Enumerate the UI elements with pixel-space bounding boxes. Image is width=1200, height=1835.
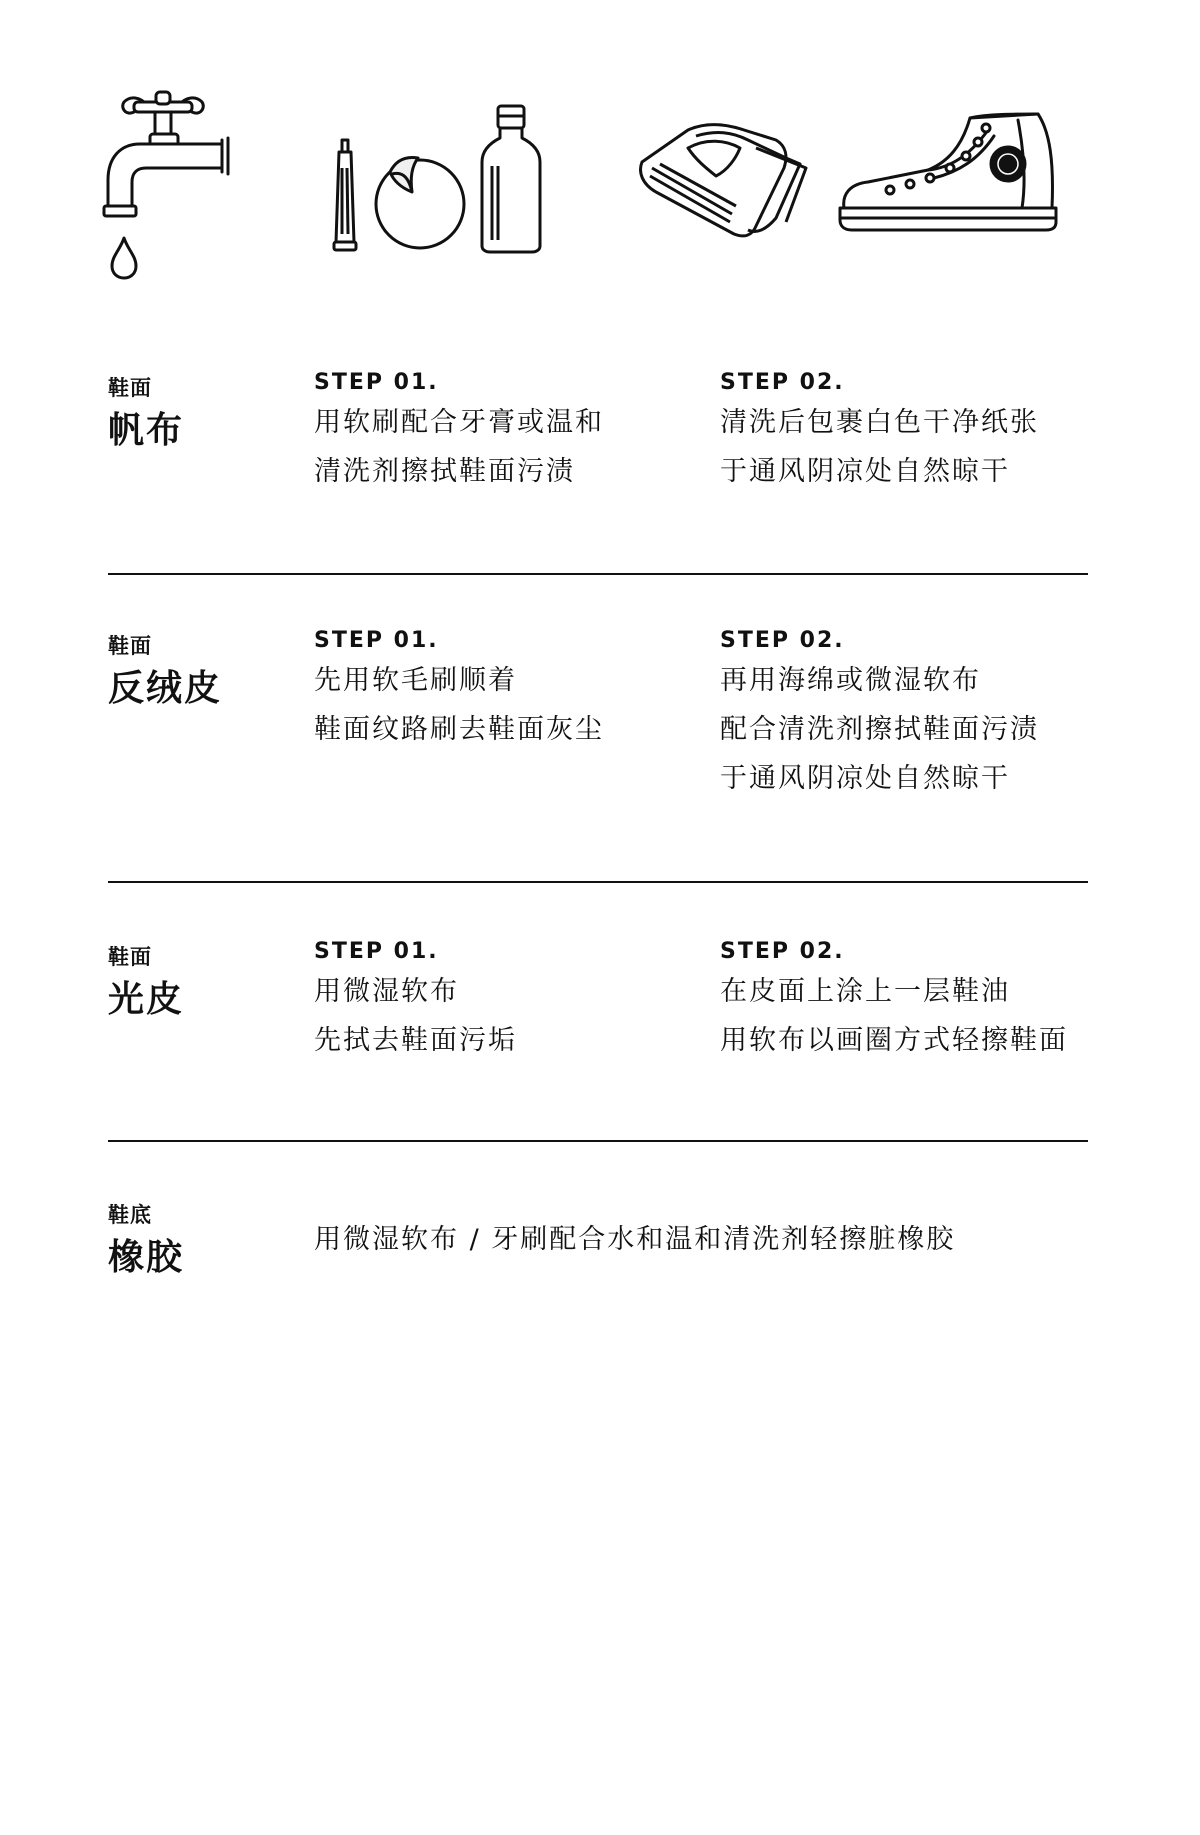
material-name: 反绒皮: [108, 668, 223, 709]
step-line: 用软布以画圈方式轻擦鞋面: [720, 1025, 1068, 1056]
step-1: [314, 941, 517, 1065]
category-label: 鞋底: [108, 1203, 152, 1227]
category-label: 鞋面: [108, 634, 152, 658]
section-leather: [108, 941, 1088, 1101]
material-name: 帆布: [108, 410, 185, 451]
step-line: 先用软毛刷顺着: [314, 665, 517, 696]
cloth-icon: [636, 118, 812, 242]
step-line: 用软刷配合牙膏或温和: [314, 407, 604, 438]
section-suede: [108, 630, 1088, 830]
sponge-icon: [372, 152, 468, 252]
section-rubber: [108, 1199, 1088, 1289]
step-title: STEP 02.: [720, 628, 845, 653]
step-2: [720, 372, 1039, 496]
step-line: 在皮面上涂上一层鞋油: [720, 976, 1010, 1007]
icon-row: [0, 0, 1200, 300]
section-canvas: [108, 372, 1088, 532]
step-line: 于通风阴凉处自然晾干: [720, 763, 1010, 794]
step-title: STEP 02.: [720, 939, 845, 964]
bottle-icon: [478, 104, 544, 254]
step-line: 配合清洗剂擦拭鞋面污渍: [720, 714, 1039, 745]
step-title: STEP 01.: [314, 939, 439, 964]
section-divider: [108, 1140, 1088, 1142]
section-divider: [108, 573, 1088, 575]
faucet-icon: [100, 88, 240, 273]
step-line: 于通风阴凉处自然晾干: [720, 456, 1010, 487]
step-1: [314, 630, 604, 754]
tube-icon: [330, 138, 360, 253]
step-line: 清洗剂擦拭鞋面污渍: [314, 456, 575, 487]
section-divider: [108, 881, 1088, 883]
instruction-text: 用微湿软布 / 牙刷配合水和温和清洗剂轻擦脏橡胶: [314, 1224, 956, 1255]
step-line: 鞋面纹路刷去鞋面灰尘: [314, 714, 604, 745]
category-label: 鞋面: [108, 945, 152, 969]
material-name: 橡胶: [108, 1237, 185, 1278]
step-line: 再用海绵或微湿软布: [720, 665, 981, 696]
step-line: 清洗后包裹白色干净纸张: [720, 407, 1039, 438]
step-1: [314, 372, 604, 496]
step-2: [720, 630, 1039, 803]
step-2: [720, 941, 1068, 1065]
category-label: 鞋面: [108, 376, 152, 400]
step-title: STEP 01.: [314, 628, 439, 653]
step-line: 先拭去鞋面污垢: [314, 1025, 517, 1056]
step-title: STEP 02.: [720, 370, 845, 395]
step-line: 用微湿软布: [314, 976, 459, 1007]
step-title: STEP 01.: [314, 370, 439, 395]
material-name: 光皮: [108, 979, 185, 1020]
sneaker-icon: [838, 112, 1062, 238]
